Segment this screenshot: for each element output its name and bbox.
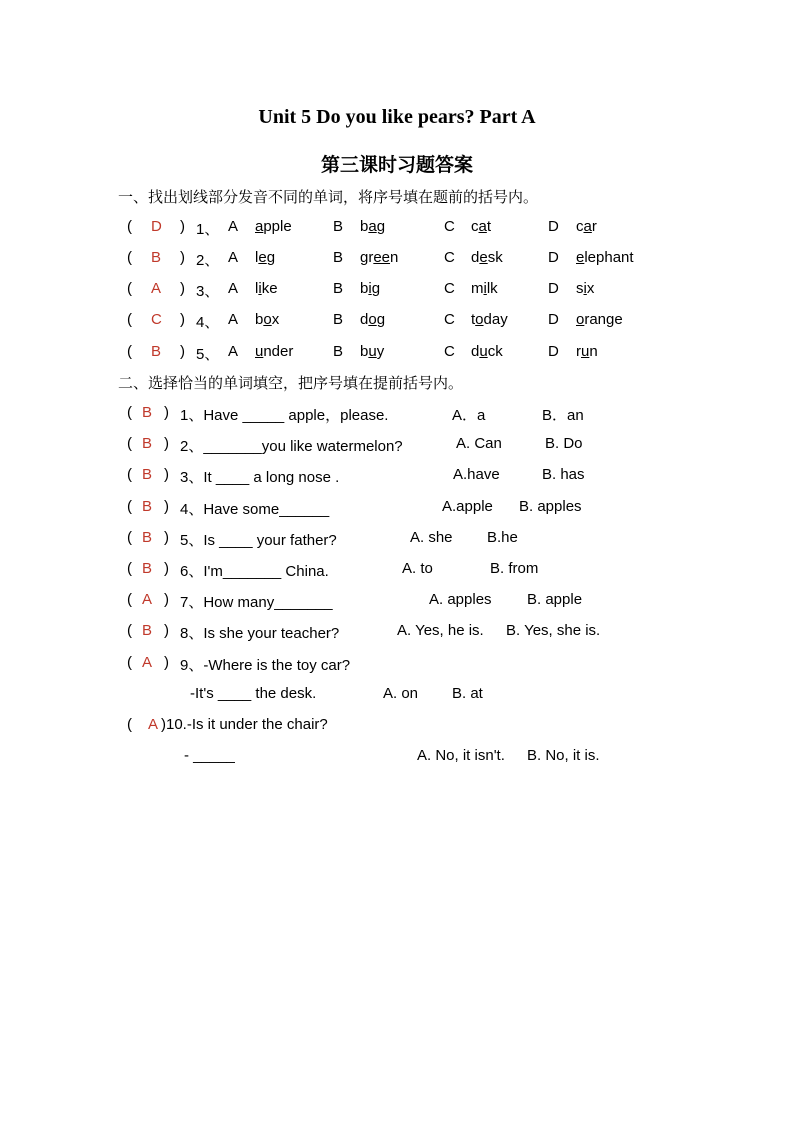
option-word	[360, 343, 384, 360]
word-part: d	[471, 343, 480, 360]
word-part: l	[255, 280, 259, 297]
word-part: b	[360, 343, 369, 360]
underlined-letters: e	[258, 249, 267, 266]
bracket-open: (	[127, 529, 132, 546]
choice-b: B. Yes, she is.	[506, 622, 601, 639]
option-word	[471, 311, 508, 328]
question-text: 4、Have some______	[180, 501, 330, 518]
answer: D	[151, 218, 162, 235]
underlined-letters: o	[576, 311, 585, 328]
underlined-letters: e	[576, 249, 585, 266]
option-word	[471, 249, 503, 266]
underlined-letters: o	[368, 311, 377, 328]
word-part: b	[255, 311, 264, 328]
choice-b: B. from	[490, 560, 539, 577]
choice-a: A. Yes, he is.	[397, 622, 484, 639]
word-part: l	[255, 249, 259, 266]
word-part: t	[471, 311, 476, 328]
choice-a: A. to	[402, 560, 433, 577]
underlined-letters: i	[483, 280, 487, 297]
answer: B	[142, 466, 153, 483]
answer: B	[142, 560, 153, 577]
option-letter: D	[548, 343, 559, 360]
option-letter: B	[333, 311, 344, 328]
choice-b: B. No, it is.	[527, 747, 600, 764]
option-word	[360, 311, 385, 328]
question-text: 3、It ____ a long nose .	[180, 469, 340, 486]
choice-b: B. at	[452, 685, 483, 702]
answer: B	[142, 435, 153, 452]
option-word	[360, 218, 385, 235]
choice-a: A. No, it isn't.	[417, 747, 505, 764]
answer: A	[151, 280, 162, 297]
underlined-letters: u	[479, 343, 488, 360]
word-part: g	[376, 218, 386, 235]
question-number: 3、	[196, 283, 220, 300]
answer: B	[142, 404, 153, 421]
bracket-close: )	[164, 529, 169, 546]
choice-b: B. apple	[527, 591, 583, 608]
word-part: gr	[360, 249, 374, 266]
choice-b: B. apples	[519, 498, 582, 515]
bracket-close: )	[180, 249, 185, 266]
word-part: x	[586, 280, 595, 297]
option-letter: C	[444, 218, 455, 235]
option-word	[255, 280, 278, 297]
question-text: )10.-Is it under the chair?	[161, 716, 328, 733]
answer: B	[142, 498, 153, 515]
option-word	[576, 311, 623, 328]
question-text: -It's ____ the desk.	[190, 685, 317, 702]
choice-a: A. apples	[429, 591, 492, 608]
choice-a: A. on	[383, 685, 419, 702]
word-part: ke	[261, 280, 278, 297]
underlined-letters: a	[478, 218, 487, 235]
bracket-close: )	[164, 560, 169, 577]
choice-a: A. she	[410, 529, 453, 546]
option-word	[360, 249, 398, 266]
word-part: sk	[487, 249, 503, 266]
underlined-letters: u	[581, 343, 590, 360]
word-part: n	[589, 343, 598, 360]
bracket-close: )	[164, 404, 169, 421]
word-part: c	[576, 218, 584, 235]
word-part: r	[576, 343, 581, 360]
option-word	[576, 280, 594, 297]
bracket-close: )	[180, 280, 185, 297]
choice-b: B.he	[487, 529, 518, 546]
option-letter: A	[228, 218, 239, 235]
word-part: ck	[487, 343, 503, 360]
option-letter: D	[548, 249, 559, 266]
bracket-close: )	[164, 654, 169, 671]
page-subtitle: 第三课时习题答案	[320, 154, 473, 176]
bracket-open: (	[127, 622, 132, 639]
question-text: 8、Is she your teacher?	[180, 625, 340, 642]
answer: A	[142, 654, 153, 671]
option-letter: A	[228, 311, 239, 328]
choice-a: A.have	[453, 466, 500, 483]
underlined-letters: i	[583, 280, 587, 297]
underlined-letters: ee	[373, 249, 391, 266]
bracket-open: (	[127, 435, 132, 452]
word-part: x	[271, 311, 280, 328]
word-part: g	[371, 280, 381, 297]
question-number: 2、	[196, 252, 220, 269]
option-letter: C	[444, 311, 455, 328]
option-letter: B	[333, 249, 344, 266]
word-part: c	[471, 218, 479, 235]
option-letter: B	[333, 218, 344, 235]
underlined-letters: i	[258, 280, 262, 297]
bracket-open: (	[127, 218, 132, 235]
option-letter: B	[333, 343, 344, 360]
bracket-open: (	[127, 311, 132, 328]
choice-b: B. Do	[545, 435, 583, 452]
bracket-open: (	[127, 560, 132, 577]
question-number: 5、	[196, 346, 220, 363]
option-letter: A	[228, 343, 239, 360]
option-letter: C	[444, 280, 455, 297]
question-text: - _____	[184, 747, 235, 764]
choice-a: A.apple	[442, 498, 493, 515]
bracket-close: )	[164, 498, 169, 515]
underlined-letters: a	[368, 218, 377, 235]
choice-b: B．an	[542, 407, 584, 424]
bracket-close: )	[164, 435, 169, 452]
option-word	[576, 249, 634, 266]
option-word	[255, 311, 279, 328]
bracket-close: )	[164, 591, 169, 608]
option-word	[255, 249, 275, 266]
option-word	[576, 343, 598, 360]
word-part: d	[360, 311, 369, 328]
word-part: g	[376, 311, 386, 328]
word-part: g	[266, 249, 276, 266]
option-word	[471, 343, 503, 360]
section-1-heading: 一、找出划线部分发音不同的单词，将序号填在题前的括号内。	[118, 189, 539, 206]
bracket-close: )	[180, 311, 185, 328]
option-letter: D	[548, 311, 559, 328]
answer: C	[151, 311, 162, 328]
option-word	[471, 280, 498, 297]
word-part: s	[576, 280, 584, 297]
choice-a: A. Can	[456, 435, 502, 452]
underlined-letters: u	[255, 343, 264, 360]
bracket-open: (	[127, 591, 132, 608]
option-letter: A	[228, 280, 239, 297]
bracket-open: (	[127, 716, 132, 733]
bracket-close: )	[180, 218, 185, 235]
bracket-open: (	[127, 343, 132, 360]
word-part: b	[360, 280, 369, 297]
underlined-letters: i	[368, 280, 372, 297]
option-letter: D	[548, 218, 559, 235]
question-text: 2、_______you like watermelon?	[180, 438, 403, 455]
underlined-letters: o	[475, 311, 484, 328]
underlined-letters: u	[368, 343, 377, 360]
word-part: lephant	[584, 249, 634, 266]
word-part: r	[591, 218, 597, 235]
answer: A	[148, 716, 159, 733]
word-part: range	[584, 311, 623, 328]
underlined-letters: a	[583, 218, 592, 235]
underlined-letters: a	[255, 218, 264, 235]
question-number: 4、	[196, 314, 220, 331]
underlined-letters: e	[479, 249, 488, 266]
option-word	[471, 218, 491, 235]
word-part: y	[376, 343, 385, 360]
bracket-open: (	[127, 466, 132, 483]
option-letter: A	[228, 249, 239, 266]
bracket-open: (	[127, 280, 132, 297]
word-part: nder	[263, 343, 294, 360]
underlined-letters: o	[263, 311, 272, 328]
bracket-close: )	[164, 466, 169, 483]
word-part: pple	[263, 218, 292, 235]
option-word	[576, 218, 597, 235]
bracket-close: )	[180, 343, 185, 360]
option-word	[255, 218, 292, 235]
question-text: 7、How many_______	[180, 594, 333, 611]
word-part: day	[483, 311, 508, 328]
word-part: b	[360, 218, 369, 235]
option-word	[255, 343, 293, 360]
bracket-open: (	[127, 498, 132, 515]
section-2-heading: 二、选择恰当的单词填空，把序号填在提前括号内。	[118, 375, 464, 392]
bracket-close: )	[164, 622, 169, 639]
bracket-open: (	[127, 654, 132, 671]
answer: B	[151, 343, 162, 360]
page-title: Unit 5 Do you like pears? Part A	[258, 106, 536, 128]
answer: B	[151, 249, 162, 266]
question-text: 6、I'm_______ China.	[180, 563, 329, 580]
option-letter: C	[444, 343, 455, 360]
word-part: m	[471, 280, 484, 297]
option-letter: B	[333, 280, 344, 297]
question-text: 1、Have _____ apple，please.	[180, 407, 389, 424]
choice-a: A．a	[452, 407, 486, 424]
question-text: 5、Is ____ your father?	[180, 532, 337, 549]
question-text: 9、-Where is the toy car?	[180, 657, 351, 674]
bracket-open: (	[127, 404, 132, 421]
word-part: d	[471, 249, 480, 266]
option-letter: C	[444, 249, 455, 266]
question-number: 1、	[196, 221, 220, 238]
word-part: t	[486, 218, 492, 235]
word-part: lk	[486, 280, 498, 297]
choice-b: B. has	[542, 466, 585, 483]
word-part: n	[390, 249, 399, 266]
bracket-open: (	[127, 249, 132, 266]
option-word	[360, 280, 380, 297]
answer: B	[142, 529, 153, 546]
answer: B	[142, 622, 153, 639]
option-letter: D	[548, 280, 559, 297]
answer: A	[142, 591, 153, 608]
